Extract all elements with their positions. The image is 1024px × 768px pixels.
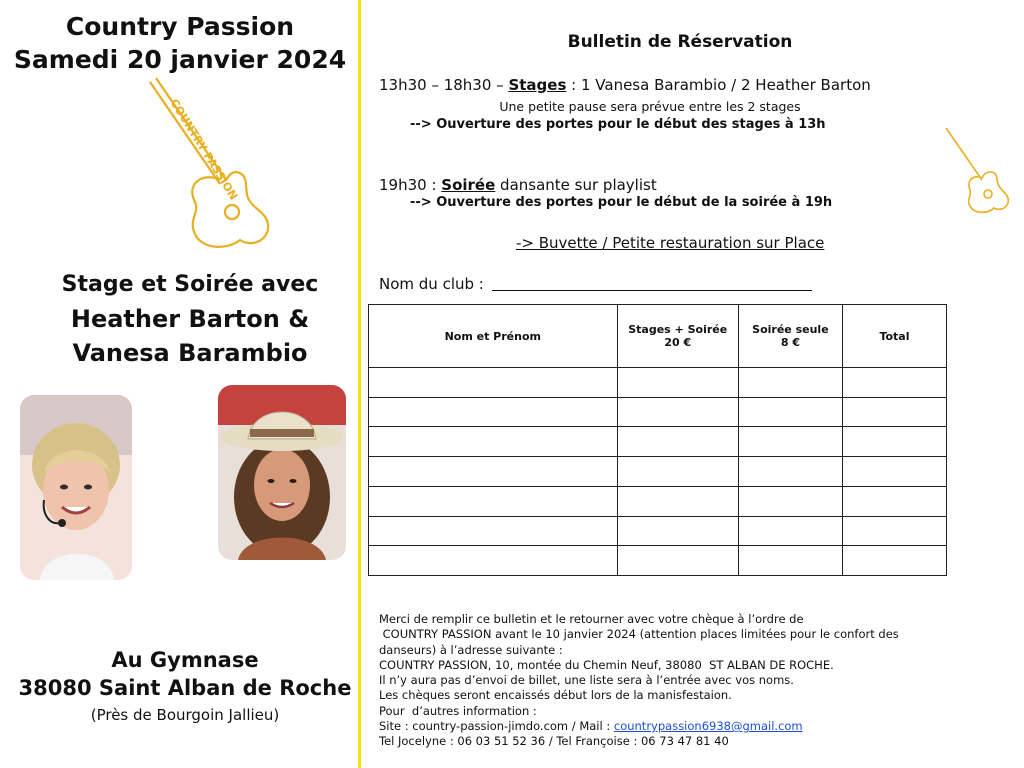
soiree-line [379, 176, 657, 194]
soiree-cell[interactable] [738, 427, 842, 457]
soiree-label: Soirée [441, 176, 496, 194]
total-cell[interactable] [842, 546, 946, 576]
stages-line [379, 76, 871, 94]
total-cell[interactable] [842, 457, 946, 487]
name-cell[interactable] [369, 368, 618, 398]
stage-heading: Stage et Soirée avec [61, 272, 319, 297]
pause-note: Une petite pause sera prévue entre les 2 stages [499, 99, 801, 114]
buvette-note: -> Buvette / Petite restauration sur Place [516, 234, 825, 252]
soiree-detail: dansante sur playlist [495, 176, 657, 194]
soiree-cell[interactable] [738, 546, 842, 576]
heather-barton-photo [20, 395, 132, 580]
small-guitar-logo-icon [940, 122, 1012, 218]
stages-label: Stages [508, 76, 567, 94]
event-title: Country Passion [65, 12, 295, 41]
table-row [369, 546, 947, 576]
table-row [369, 368, 947, 398]
col-total-header: Total [842, 305, 946, 368]
bulletin-title: Bulletin de Réservation [567, 32, 793, 52]
soiree-time: 19h30 : [379, 176, 442, 194]
table-row [369, 486, 947, 516]
stages-cell[interactable] [617, 397, 738, 427]
footer-line-6: Les chèques seront encaissés début lors de la manisfestaion. [379, 688, 732, 703]
footer-phones: Tel Jocelyne : 06 03 51 52 36 / Tel Françoise : 06 73 47 81 40 [379, 734, 729, 749]
stages-cell[interactable] [617, 516, 738, 546]
footer-line-2: COUNTRY PASSION avant le 10 janvier 2024 (attention places limitées pour le confort des [379, 627, 899, 642]
soiree-cell[interactable] [738, 368, 842, 398]
footer-contact [379, 719, 979, 734]
table-header-row [369, 305, 947, 368]
doors-soiree: --> Ouverture des portes pour le début de la soirée à 19h [410, 195, 833, 210]
col-name-header: Nom et Prénom [369, 305, 618, 368]
total-cell[interactable] [842, 427, 946, 457]
stages-detail: : 1 Vanesa Barambio / 2 Heather Barton [566, 76, 871, 94]
table-row [369, 397, 947, 427]
stages-cell[interactable] [617, 368, 738, 398]
footer-line-3: danseurs) à l’adresse suivante : [379, 642, 563, 657]
soiree-cell[interactable] [738, 457, 842, 487]
artists-line-1: Heather Barton & [70, 305, 310, 333]
table-row [369, 427, 947, 457]
name-cell[interactable] [369, 457, 618, 487]
footer-instructions [379, 612, 979, 750]
site-text: Site : country-passion-jimdo.com / Mail : [379, 719, 614, 734]
table-row [369, 516, 947, 546]
name-cell[interactable] [369, 516, 618, 546]
stages-cell[interactable] [617, 427, 738, 457]
name-cell[interactable] [369, 546, 618, 576]
vanesa-barambio-photo [218, 385, 346, 560]
name-cell[interactable] [369, 397, 618, 427]
guitar-logo-icon [140, 72, 280, 267]
footer-line-1: Merci de remplir ce bulletin et le retourner avec votre chèque à l’ordre de [379, 612, 804, 626]
table-row [369, 457, 947, 487]
stages-time: 13h30 – 18h30 – [379, 76, 509, 94]
email-link[interactable]: countrypassion6938@gmail.com [613, 719, 803, 734]
club-label: Nom du club : [379, 275, 484, 293]
stages-cell[interactable] [617, 457, 738, 487]
soiree-cell[interactable] [738, 397, 842, 427]
footer-address: COUNTRY PASSION, 10, montée du Chemin Neuf, 38080 ST ALBAN DE ROCHE. [379, 657, 834, 672]
event-date: Samedi 20 janvier 2024 [13, 45, 347, 74]
venue-name: Au Gymnase [111, 648, 259, 672]
soiree-cell[interactable] [738, 516, 842, 546]
total-cell[interactable] [842, 486, 946, 516]
col-stages-header: Stages + Soirée 20 € [617, 305, 738, 368]
name-cell[interactable] [369, 486, 618, 516]
stages-cell[interactable] [617, 546, 738, 576]
venue-note: (Près de Bourgoin Jallieu) [90, 706, 280, 724]
total-cell[interactable] [842, 397, 946, 427]
stages-cell[interactable] [617, 486, 738, 516]
col-soiree-header: Soirée seule 8 € [738, 305, 842, 368]
guitar-logo-text: COUNTRY PASSION [167, 96, 241, 203]
reservation-table [368, 304, 947, 576]
total-cell[interactable] [842, 368, 946, 398]
artists-line-2: Vanesa Barambio [72, 339, 308, 367]
footer-line-7: Pour d’autres information : [379, 703, 537, 718]
doors-stages: --> Ouverture des portes pour le début des stages à 13h [410, 117, 826, 132]
footer-line-5: Il n’y aura pas d’envoi de billet, une liste sera à l’entrée avec vos noms. [379, 673, 794, 688]
total-cell[interactable] [842, 516, 946, 546]
club-name-input[interactable] [492, 290, 812, 291]
name-cell[interactable] [369, 427, 618, 457]
venue-city: 38080 Saint Alban de Roche [18, 676, 352, 700]
soiree-cell[interactable] [738, 486, 842, 516]
